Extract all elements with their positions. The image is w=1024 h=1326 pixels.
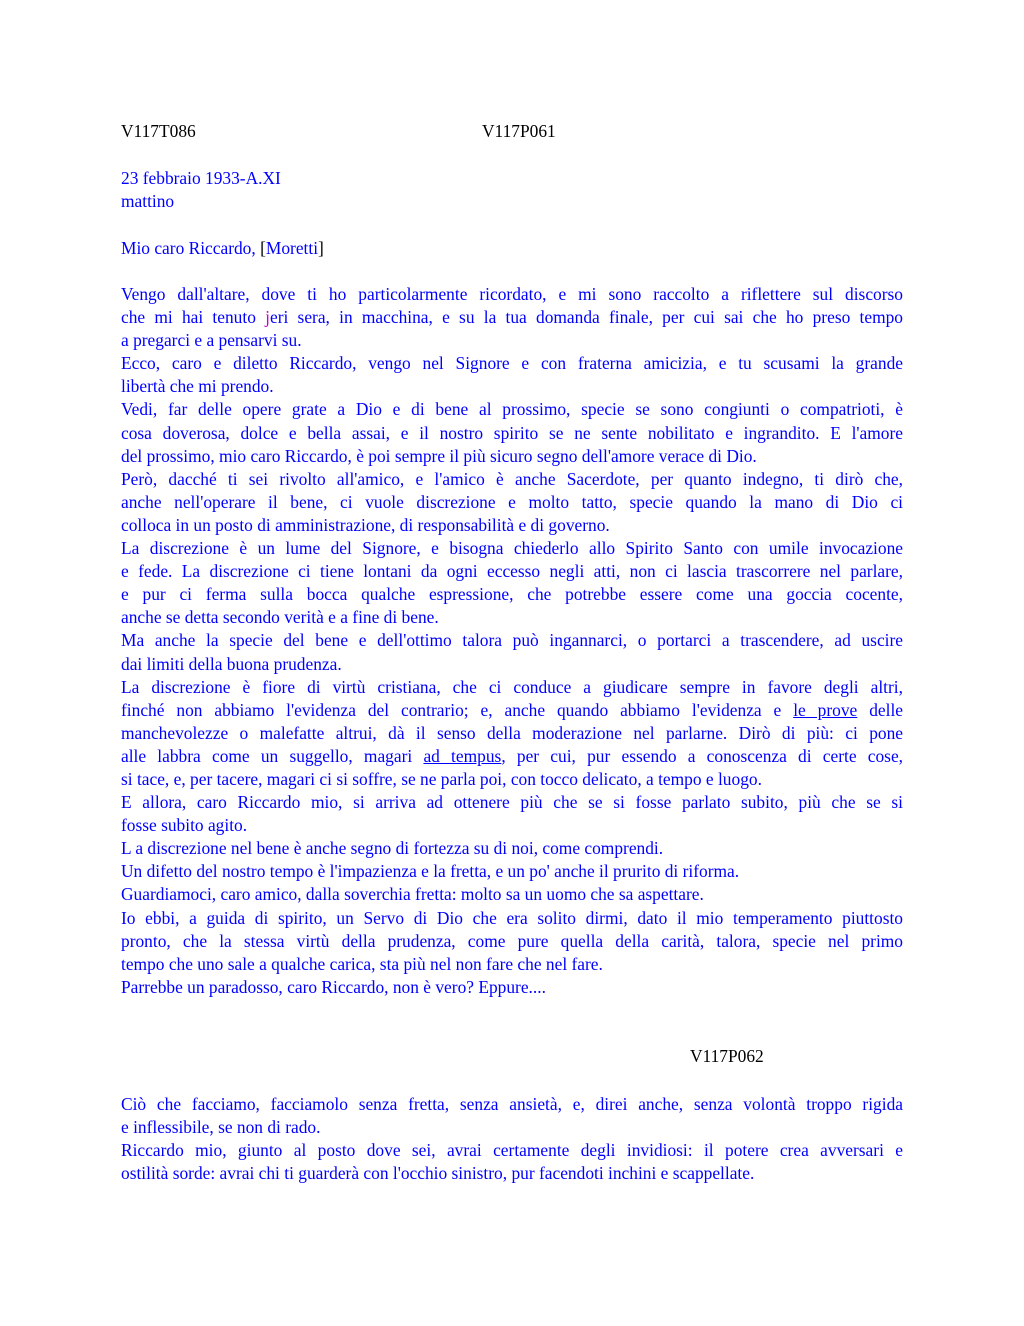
body-line: che mi hai tenuto jeri sera, in macchina, e su la tua domanda finale, per cui sai che ho preso tempo	[121, 307, 903, 328]
body-line: pronto, che la stessa virtù della prudenza, come pure quella della carità, talora, specie nel primo	[121, 930, 903, 951]
body-line: Ma anche la specie del bene e dell'ottimo talora può ingannarci, o portarci a trascendere, ad uscire	[121, 630, 903, 651]
body-line: del prossimo, mio caro Riccardo, è poi sempre il più sicuro segno dell'amore verace di Dio.	[121, 445, 757, 466]
body-line: anche nell'operare il bene, ci vuole discrezione e molto tatto, specie quando la mano di Dio ci	[121, 491, 903, 512]
body-line: e inflessibile, se non di rado.	[121, 1117, 321, 1138]
underlined-phrase: le prove	[793, 699, 858, 720]
page-code: V117P061	[482, 121, 556, 141]
document-code: V117T086	[121, 121, 196, 141]
bracket-open: [	[260, 238, 266, 258]
body-line: libertà che mi prendo.	[121, 376, 274, 397]
body-line: e fede. La discrezione ci tiene lontani da ogni eccesso negli atti, non ci lascia trascorrere nel parlare,	[121, 561, 903, 582]
body-line: anche se detta secondo verità e a fine di bene.	[121, 607, 439, 628]
recipient-surname: Moretti	[265, 238, 319, 258]
body-line: finché non abbiamo l'evidenza del contrario; e, anche quando abbiamo l'evidenza e le prove delle	[121, 699, 903, 720]
body-line: alle labbra come un suggello, magari ad tempus, per cui, pur essendo a conoscenza di certe cose,	[121, 745, 904, 766]
body-line: fosse subito agito.	[121, 815, 248, 836]
letter-date: 23 febbraio 1933-A.XI	[121, 168, 281, 188]
body-line: Riccardo mio, giunto al posto dove sei, avrai certamente degli invidiosi: il potere crea avversari e	[121, 1140, 903, 1161]
body-line: La discrezione è fiore di virtù cristiana, che ci conduce a giudicare sempre in favore degli altri,	[121, 676, 903, 697]
body-line: Però, dacché ti sei rivolto all'amico, e l'amico è anche Sacerdote, per quanto indegno, ti dirò che,	[121, 468, 903, 489]
body-line: Ecco, caro e diletto Riccardo, vengo nel Signore e con fraterna amicizia, e tu scusami la grande	[121, 353, 903, 374]
letter-time: mattino	[121, 191, 175, 212]
body-line: Vengo dall'altare, dove ti ho particolarmente ricordato, e mi sono raccolto a riflettere sul discorso	[121, 284, 903, 304]
salutation	[121, 237, 903, 260]
body-line: E allora, caro Riccardo mio, si arriva ad ottenere più che se si fosse parlato subito, più che se si	[121, 792, 903, 813]
page-code-2: V117P062	[690, 1046, 764, 1066]
bracket-close: ]	[318, 238, 324, 258]
body-line: Parrebbe un paradosso, caro Riccardo, non è vero? Eppure....	[121, 976, 546, 997]
body-line: cosa doverosa, dolce e bella assai, e il nostro spirito se ne sente nobilitato e ingrandito. E l'amore	[121, 422, 903, 443]
body-line: Io ebbi, a guida di spirito, un Servo di Dio che era solito dirmi, dato il mio temperamento piuttosto	[121, 907, 903, 928]
body-line: colloca in un posto di amministrazione, di responsabilità e di governo.	[121, 514, 610, 535]
body-line: dai limiti della buona prudenza.	[121, 653, 342, 674]
letter-body-continued	[121, 1093, 903, 1185]
salutation-text: Mio caro Riccardo,	[121, 238, 261, 258]
body-line: e pur ci ferma sulla bocca qualche espressione, che potrebbe essere come una goccia cocente,	[121, 584, 903, 605]
body-line: si tace, e, per tacere, magari ci si soffre, se ne parla poi, con tocco delicato, a tempo e luogo.	[121, 768, 762, 789]
body-line: ostilità sorde: avrai chi ti guarderà con l'occhio sinistro, pur facendoti inchini e scappellate.	[121, 1163, 755, 1184]
body-line: a pregarci e a pensarvi su.	[121, 330, 302, 351]
corrected-letter: j	[265, 307, 270, 328]
body-line: Guardiamoci, caro amico, dalla soverchia fretta: molto sa un uomo che sa aspettare.	[121, 884, 704, 905]
underlined-phrase: ad tempus	[423, 745, 502, 766]
body-line: Vedi, far delle opere grate a Dio e di bene al prossimo, specie se sono congiunti o compatrioti, è	[121, 399, 903, 420]
letter-body	[121, 283, 903, 999]
date-block	[121, 167, 903, 213]
body-line: Un difetto del nostro tempo è l'impazienza e la fretta, e un po' anche il prurito di riforma.	[121, 861, 740, 882]
body-line: La discrezione è un lume del Signore, e bisogna chiederlo allo Spirito Santo con umile invocazione	[121, 538, 903, 559]
body-line: manchevolezze o malefatte altrui, dà il senso della moderazione nel parlarne. Dirò di più: ci pone	[121, 722, 903, 743]
body-line: Ciò che facciamo, facciamolo senza fretta, senza ansietà, e, direi anche, senza volontà troppo rigida	[121, 1094, 903, 1114]
body-line: tempo che uno sale a qualche carica, sta più nel non fare che nel fare.	[121, 953, 603, 974]
body-line: L a discrezione nel bene è anche segno di fortezza su di noi, come comprendi.	[121, 838, 664, 859]
